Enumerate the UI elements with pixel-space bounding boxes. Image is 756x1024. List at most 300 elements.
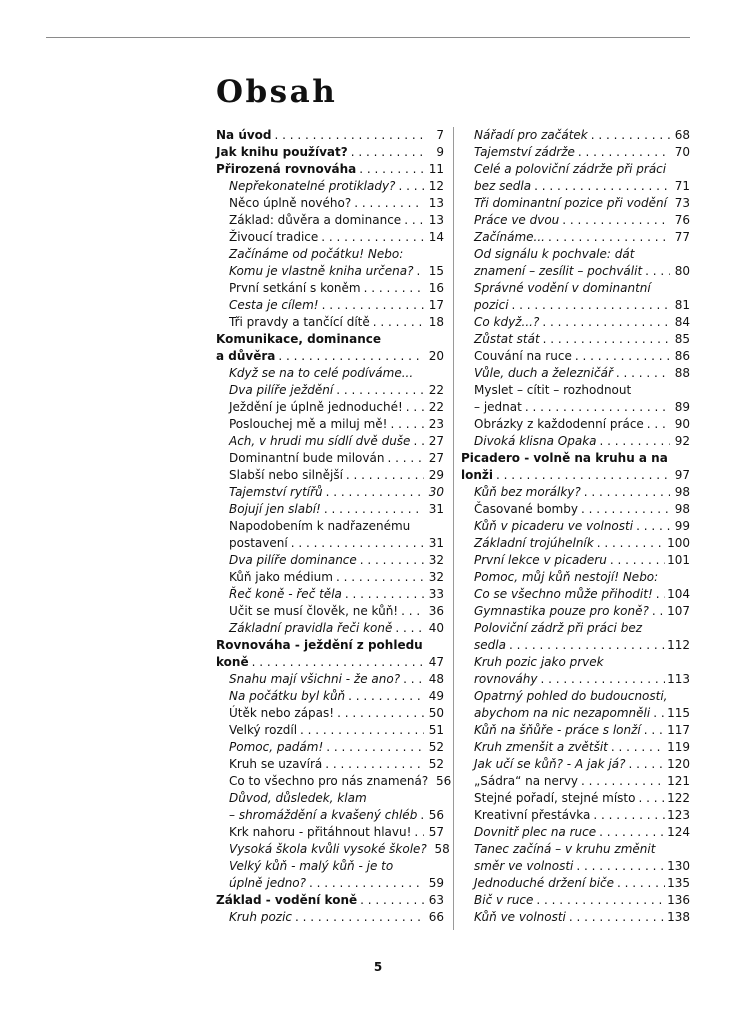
dot-leader (493, 467, 670, 484)
toc-entry-title: znamení – zesílit – pochválit (474, 264, 643, 278)
dot-leader (649, 603, 665, 620)
dot-leader (318, 229, 424, 246)
toc-entry (461, 824, 690, 841)
toc-entry-page: 52 (428, 740, 444, 754)
dot-leader (538, 671, 666, 688)
toc-entry-title: – jednat (474, 400, 522, 414)
dot-leader (288, 535, 424, 552)
toc-entry-page: 70 (674, 145, 690, 159)
toc-entry-line: Kruh pozic jako prvek (474, 655, 604, 669)
toc-entry-page: 119 (667, 740, 690, 754)
toc-entry-page: 33 (428, 587, 444, 601)
toc-entry-title: Základní pravidla řeči koně (229, 621, 393, 635)
toc-entry (216, 280, 444, 297)
dot-leader (559, 212, 670, 229)
dot-leader (357, 552, 424, 569)
dot-leader (575, 144, 670, 161)
toc-entry-page: 40 (428, 621, 444, 635)
dot-leader (633, 518, 670, 535)
toc-entry (461, 858, 690, 875)
toc-entry (216, 433, 444, 450)
toc-entry-title: Zůstat stát (474, 332, 540, 346)
toc-entry-title: lonži (461, 468, 493, 482)
toc-entry (216, 756, 444, 773)
dot-leader (608, 739, 665, 756)
toc-entry (216, 654, 444, 671)
toc-entry-line: Myslet – cítit – rozhodnout (474, 383, 632, 397)
toc-entry-title: Začínáme... (474, 230, 545, 244)
toc-entry-title: Něco úplně nového? (229, 196, 352, 210)
toc-entry-line: Picadero - volně na kruhu a na (461, 451, 668, 465)
toc-entry (216, 144, 444, 161)
toc-entry-title: Kůň jako médium (229, 570, 333, 584)
dot-leader (370, 314, 424, 331)
toc-entry-page: 31 (428, 502, 444, 516)
toc-entry (461, 178, 690, 195)
toc-entry-page: 30 (428, 485, 444, 499)
toc-entry-title: Nepřekonatelné protiklady? (229, 179, 396, 193)
toc-entry-page: 98 (674, 485, 690, 499)
toc-entry-page: 14 (428, 230, 444, 244)
toc-entry-title: Dva pilíře ježdění (229, 383, 334, 397)
toc-entry-title: Tajemství rytířů (229, 485, 323, 499)
page-title: Obsah (216, 74, 338, 110)
toc-entry-page: 16 (428, 281, 444, 295)
toc-entry (216, 229, 444, 246)
toc-entry-title: sedla (474, 638, 506, 652)
toc-entry-title: Kruh zmenšit a zvětšit (474, 740, 608, 754)
toc-entry-title: Kůň bez morálky? (474, 485, 581, 499)
toc-entry (461, 399, 690, 416)
toc-entry (461, 603, 690, 620)
toc-entry-page: 98 (674, 502, 690, 516)
toc-entry-page: 138 (667, 910, 690, 924)
toc-entry (461, 773, 690, 790)
toc-entry (461, 671, 690, 688)
dot-leader (306, 875, 424, 892)
toc-entry-title: Základní trojúhelník (474, 536, 594, 550)
toc-entry (216, 824, 444, 841)
toc-entry-title: Učit se musí člověk, ne kůň! (229, 604, 399, 618)
dot-leader (650, 705, 665, 722)
toc-entry-title: úplně jedno? (229, 876, 307, 890)
toc-entry-page: 49 (428, 689, 444, 703)
toc-entry-page: 13 (428, 213, 444, 227)
toc-entry-page: 51 (428, 723, 444, 737)
toc-entry-line: Velký kůň - malý kůň - je to (229, 859, 394, 873)
toc-entry-page: 124 (667, 825, 690, 839)
toc-entry-page: 32 (428, 553, 444, 567)
toc-entry-line: Celé a poloviční zádrže při práci (474, 162, 667, 176)
toc-entry-title: Základ - vodění koně (216, 893, 358, 907)
dot-leader (319, 297, 424, 314)
toc-entry-page: 76 (674, 213, 690, 227)
toc-entry (461, 501, 690, 518)
toc-entry (216, 450, 444, 467)
dot-leader (345, 688, 424, 705)
toc-entry-line: Od signálu k pochvale: dát (474, 247, 635, 261)
dot-leader (596, 824, 665, 841)
toc-entry-title: Kreativní přestávka (474, 808, 591, 822)
toc-entry-title: Přirozená rovnováha (216, 162, 357, 176)
toc-entry (216, 688, 444, 705)
toc-entry-title: Kruh pozic (229, 910, 293, 924)
toc-entry-page: 15 (428, 264, 444, 278)
dot-leader (506, 637, 665, 654)
toc-entry-line: Správné vodění v dominantní (474, 281, 651, 295)
toc-entry-page: 29 (428, 468, 444, 482)
toc-entry (461, 144, 690, 161)
toc-entry-title: Na úvod (216, 128, 272, 142)
dot-leader (334, 705, 424, 722)
toc-entry (216, 212, 444, 229)
toc-entry-page: 115 (667, 706, 690, 720)
toc-entry-title: Krk nahoru - přitáhnout hlavu! (229, 825, 412, 839)
toc-entry (216, 909, 444, 926)
toc-entry-page: 104 (667, 587, 690, 601)
toc-entry (461, 637, 690, 654)
toc-entry (216, 263, 444, 280)
toc-entry-title: Bič v ruce (474, 893, 534, 907)
toc-entry-title: rovnováhy (474, 672, 538, 686)
toc-entry (216, 348, 444, 365)
toc-entry-title: První setkání s koněm (229, 281, 361, 295)
toc-entry-title: Práce ve dvou (474, 213, 560, 227)
toc-entry (461, 586, 690, 603)
dot-leader (642, 263, 670, 280)
toc-entry (216, 586, 444, 603)
toc-entry (216, 807, 444, 824)
dot-leader (348, 144, 424, 161)
dot-leader (417, 807, 424, 824)
toc-entry-title: Stejné pořadí, stejné místo (474, 791, 636, 805)
toc-entry-page: 120 (667, 757, 690, 771)
dot-leader (361, 280, 424, 297)
toc-entry-line: Rovnováha - ježdění z pohledu (216, 638, 423, 652)
toc-entry-page: 32 (428, 570, 444, 584)
toc-entry-title: Základ: důvěra a dominance (229, 213, 402, 227)
toc-entry-page: 7 (436, 128, 444, 142)
toc-entry-title: Dominantní bude milován (229, 451, 385, 465)
toc-entry-title: Gymnastika pouze pro koně? (474, 604, 649, 618)
dot-leader (322, 756, 424, 773)
toc-entry (461, 229, 690, 246)
toc-entry-title: Řeč koně - řeč těla (229, 587, 342, 601)
toc-entry-page: 17 (428, 298, 444, 312)
toc-entry-page: 18 (428, 315, 444, 329)
toc-entry-title: Co to všechno pro nás znamená? (229, 774, 429, 788)
toc-entry (461, 297, 690, 314)
toc-entry-title: Divoká klisna Opaka (474, 434, 597, 448)
toc-entry-title: Obrázky z každodenní práce (474, 417, 644, 431)
dot-leader (323, 739, 424, 756)
toc-entry-page: 9 (436, 145, 444, 159)
dot-leader (614, 875, 665, 892)
toc-entry (461, 348, 690, 365)
dot-leader (509, 297, 670, 314)
toc-entry-page: 27 (428, 451, 444, 465)
toc-entry-page: 48 (428, 672, 444, 686)
dot-leader (333, 569, 424, 586)
toc-entry-page: 122 (667, 791, 690, 805)
toc-entry (216, 773, 452, 790)
dot-leader (522, 399, 670, 416)
toc-entry-page: 130 (667, 859, 690, 873)
toc-entry-page: 71 (674, 179, 690, 193)
toc-entry-title: Tři pravdy a tančící dítě (229, 315, 370, 329)
dot-leader (403, 399, 424, 416)
toc-entry-title: Útěk nebo zápas! (229, 706, 335, 720)
toc-entry (461, 739, 690, 756)
toc-column-left (216, 127, 452, 926)
toc-entry (216, 841, 450, 858)
toc-entry-title: Vůle, duch a železničář (474, 366, 613, 380)
dot-leader (411, 824, 424, 841)
toc-entry-title: Kruh se uzavírá (229, 757, 323, 771)
toc-entry-page: 23 (428, 417, 444, 431)
toc-entry (461, 790, 690, 807)
toc-entry (461, 552, 690, 569)
toc-entry (461, 314, 690, 331)
dot-leader (540, 331, 670, 348)
toc-entry-page: 13 (428, 196, 444, 210)
toc-entry-title: Ach, v hrudi mu sídlí dvě duše (229, 434, 411, 448)
toc-entry-page: 56 (428, 808, 444, 822)
toc-entry (216, 382, 444, 399)
toc-entry (216, 620, 444, 637)
dot-leader (343, 467, 424, 484)
dot-leader (342, 586, 424, 603)
toc-entry-page: 97 (674, 468, 690, 482)
toc-entry-page: 123 (667, 808, 690, 822)
toc-entry (461, 875, 690, 892)
dot-leader (413, 263, 424, 280)
toc-entry (216, 705, 444, 722)
dot-leader (588, 127, 670, 144)
toc-entry-title: bez sedla (474, 179, 532, 193)
toc-entry (461, 705, 690, 722)
toc-entry-page: 136 (667, 893, 690, 907)
toc-entry (216, 416, 444, 433)
toc-entry-title: První lekce v picaderu (474, 553, 607, 567)
toc-entry (461, 433, 690, 450)
toc-entry-page: 81 (674, 298, 690, 312)
dot-leader (392, 620, 424, 637)
dot-leader (607, 552, 665, 569)
dot-leader (578, 501, 670, 518)
dot-leader (539, 314, 670, 331)
dot-leader (653, 586, 665, 603)
toc-entry-page: 31 (428, 536, 444, 550)
toc-entry-title: Nářadí pro začátek (474, 128, 588, 142)
dot-leader (597, 433, 671, 450)
dot-leader (566, 909, 665, 926)
toc-entry-title: Kůň ve volnosti (474, 910, 566, 924)
toc-entry-title: Časované bomby (474, 502, 578, 516)
toc-entry-title: pozici (474, 298, 509, 312)
dot-leader (401, 212, 424, 229)
dot-leader (387, 416, 424, 433)
toc-entry-page: 20 (428, 349, 444, 363)
toc-entry-page: 52 (428, 757, 444, 771)
toc-entry (461, 722, 690, 739)
toc-entry-title: koně (216, 655, 249, 669)
toc-entry (461, 127, 690, 144)
toc-entry (461, 535, 690, 552)
dot-leader (384, 450, 424, 467)
toc-entry (216, 178, 444, 195)
toc-entry (461, 756, 690, 773)
toc-entry-line: Začínáme od počátku! Nebo: (229, 247, 404, 261)
toc-entry (461, 467, 690, 484)
toc-entry (461, 331, 690, 348)
toc-entry (216, 535, 444, 552)
toc-entry-page: 11 (428, 162, 444, 176)
toc-entry (216, 569, 444, 586)
toc-entry-page: 121 (667, 774, 690, 788)
toc-entry-title: Dovnitř plec na ruce (474, 825, 597, 839)
toc-entry-line: Když se na to celé podíváme... (229, 366, 414, 380)
toc-entry-page: 56 (435, 774, 452, 788)
toc-entry-page: 107 (667, 604, 690, 618)
column-divider (453, 127, 454, 930)
toc-entry-page: 27 (428, 434, 444, 448)
toc-entry (216, 603, 444, 620)
dot-leader (275, 348, 424, 365)
toc-entry-page: 84 (674, 315, 690, 329)
dot-leader (400, 671, 424, 688)
toc-entry-page: 68 (674, 128, 690, 142)
toc-entry-title: – shromáždění a kvašený chléb (229, 808, 418, 822)
toc-entry-page: 117 (667, 723, 690, 737)
toc-entry-line: Důvod, důsledek, klam (229, 791, 367, 805)
toc-entry-page: 99 (674, 519, 690, 533)
toc-entry (216, 161, 444, 178)
toc-column-right (461, 127, 690, 926)
dot-leader (573, 858, 665, 875)
toc-entry-title: Kůň na šňůře - práce s lonží (474, 723, 641, 737)
toc-entry-title: směr ve volnosti (474, 859, 574, 873)
dot-leader (357, 892, 424, 909)
dot-leader (613, 365, 670, 382)
dot-leader (351, 195, 424, 212)
toc-entry-page: 50 (428, 706, 444, 720)
toc-entry-page: 112 (667, 638, 690, 652)
toc-entry (461, 518, 690, 535)
toc-entry-page: 100 (667, 536, 690, 550)
toc-entry-title: Poslouchej mě a miluj mě! (229, 417, 388, 431)
toc-entry (216, 399, 444, 416)
toc-entry-title: Co když...? (474, 315, 540, 329)
toc-entry-title: „Sádra“ na nervy (474, 774, 579, 788)
dot-leader (356, 161, 424, 178)
toc-entry-line: Opatrný pohled do budoucnosti, (474, 689, 668, 703)
toc-entry-line: Poloviční zádrž při práci bez (474, 621, 643, 635)
toc-entry-title: Snahu mají všichni - že ano? (229, 672, 401, 686)
toc-entry (216, 501, 444, 518)
dot-leader (533, 892, 665, 909)
dot-leader (333, 382, 424, 399)
toc-entry-page: 66 (428, 910, 444, 924)
toc-entry (216, 484, 444, 501)
toc-entry-page: 59 (428, 876, 444, 890)
toc-entry (461, 892, 690, 909)
toc-entry-line: Tanec začíná – v kruhu změnit (474, 842, 656, 856)
toc-entry (216, 552, 444, 569)
toc-entry (461, 212, 690, 229)
toc-entry (216, 875, 444, 892)
toc-entry (461, 807, 690, 824)
toc-entry-title: Velký rozdíl (229, 723, 298, 737)
toc-entry-page: 63 (428, 893, 444, 907)
toc-entry-page: 57 (428, 825, 444, 839)
toc-entry-page: 36 (428, 604, 444, 618)
toc-entry (216, 467, 444, 484)
toc-entry (461, 195, 690, 212)
toc-entry-title: Jednoduché držení biče (474, 876, 615, 890)
toc-entry-page: 113 (667, 672, 690, 686)
toc-entry-line: Pomoc, můj kůň nestojí! Nebo: (474, 570, 659, 584)
toc-entry-title: Tři dominantní pozice při vodění (474, 196, 667, 210)
dot-leader (531, 178, 670, 195)
toc-entry-title: a důvěra (216, 349, 276, 363)
toc-entry-line: Napodobením k nadřazenému (229, 519, 411, 533)
toc-entry-page: 58 (434, 842, 450, 856)
toc-entry-title: Jak knihu používat? (216, 145, 348, 159)
toc-entry (461, 484, 690, 501)
toc-entry-title: Bojují jen slabí! (229, 502, 321, 516)
dot-leader (635, 790, 665, 807)
dot-leader (272, 127, 424, 144)
toc-entry-title: Na počátku byl kůň (229, 689, 346, 703)
toc-entry-page: 85 (674, 332, 690, 346)
dot-leader (594, 535, 665, 552)
toc-entry-page: 135 (667, 876, 690, 890)
toc-entry (216, 892, 444, 909)
toc-entry (461, 416, 690, 433)
dot-leader (572, 348, 670, 365)
toc-entry-title: Couvání na ruce (474, 349, 572, 363)
toc-entry-title: Co se všechno může přihodit! (474, 587, 653, 601)
toc-entry-title: Cesta je cílem! (229, 298, 319, 312)
toc-entry (461, 909, 690, 926)
toc-entry-page: 92 (674, 434, 690, 448)
dot-leader (398, 603, 424, 620)
toc-entry-title: Vysoká škola kvůli vysoké škole? (229, 842, 427, 856)
toc-entry (216, 671, 444, 688)
toc-entry-page: 90 (674, 417, 690, 431)
toc-entry-title: Živoucí tradice (229, 230, 319, 244)
toc-entry (461, 263, 690, 280)
toc-entry-page: 89 (674, 400, 690, 414)
toc-entry (216, 739, 444, 756)
toc-entry-page: 22 (428, 400, 444, 414)
toc-entry-page: 22 (428, 383, 444, 397)
dot-leader (590, 807, 665, 824)
toc-entry (216, 195, 444, 212)
toc-entry-title: Kůň v picaderu ve volnosti (474, 519, 634, 533)
toc-entry-title: Pomoc, padám! (229, 740, 324, 754)
dot-leader (641, 722, 665, 739)
dot-leader (578, 773, 665, 790)
dot-leader (644, 416, 670, 433)
dot-leader (395, 178, 424, 195)
toc-entry (216, 314, 444, 331)
dot-leader (321, 501, 424, 518)
page-number: 5 (373, 960, 383, 974)
dot-leader (545, 229, 670, 246)
toc-entry (216, 722, 444, 739)
